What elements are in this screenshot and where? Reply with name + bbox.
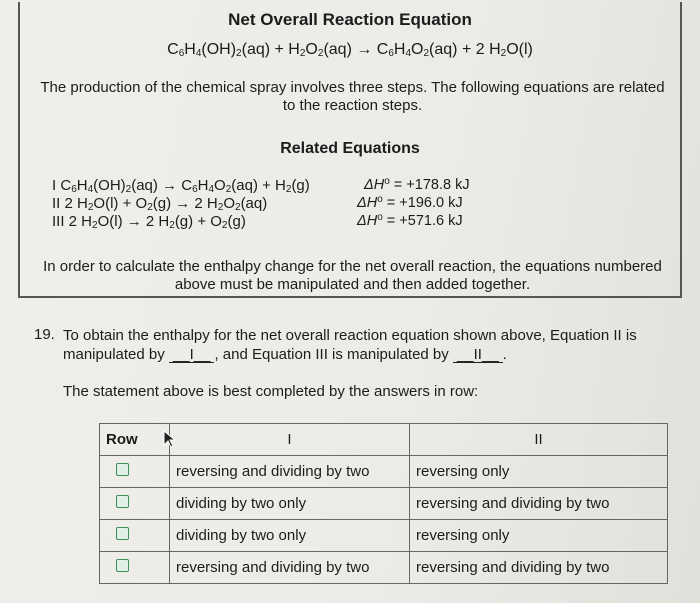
subscript: 6 [192, 184, 198, 195]
question-statement: The statement above is best completed by the answers in row: [63, 383, 479, 400]
table-row[interactable] [100, 488, 668, 520]
formula-text: O [223, 195, 235, 212]
net-equation: $C_6H_4(OH)_2(aq) + H_2O_2(aq) \to C_6H_4O_2(aq) + 2$ $H_2O(l)$ [167, 41, 533, 59]
answer-blank-1: __I__ [169, 347, 215, 363]
subscript: 2 [221, 220, 228, 231]
formula-text: O(l) + O [93, 195, 148, 212]
table-cell: dividing by two only [170, 488, 410, 520]
header-row: Row [100, 424, 170, 456]
subscript: 2 [235, 202, 241, 213]
instruction-paragraph: In order to calculate the enthalpy change for the net overall reaction, the equations numbered above must be manipulated and then added together. [43, 258, 662, 293]
formula-text: 2 H [64, 195, 88, 212]
formula-text: (OH) [93, 177, 126, 194]
formula-text: H [197, 177, 209, 194]
row-select-cell [100, 488, 170, 520]
table-cell: reversing and dividing by two [170, 552, 410, 584]
enthalpy-1: $\Delta H^o = +178.8$ kJ [364, 176, 470, 193]
formula-text: (g) [291, 177, 310, 194]
subscript: 4 [87, 184, 94, 195]
subscript: 2 [87, 202, 94, 213]
subscript: 2 [125, 184, 132, 195]
table-cell: reversing only [410, 520, 668, 552]
row-select-cell [100, 456, 170, 488]
formula-text: C [60, 177, 72, 194]
formula-text: (g) → 2 H [152, 195, 218, 212]
formula-text: (g) + O [174, 213, 222, 230]
formula-text: 2 H [68, 213, 93, 230]
intro-paragraph: The production of the chemical spray involves three steps. The following equations are related to the reaction steps. [40, 79, 665, 114]
row-select-cell [100, 552, 170, 584]
table-row[interactable] [100, 552, 668, 584]
enthalpy-3: $\Delta H^o = +571.6$ kJ [357, 212, 463, 229]
subscript: 2 [147, 202, 153, 213]
formula-text: (aq) + H [231, 177, 286, 194]
formula-text: H [76, 177, 88, 194]
formula-text: (g) [227, 213, 246, 230]
subscript: 6 [71, 184, 77, 195]
enthalpy-2: $\Delta H^o = +196.0$ kJ [357, 194, 463, 211]
page-title: Net Overall Reaction Equation [228, 10, 472, 29]
equation-3 [52, 213, 246, 230]
row-checkbox[interactable] [116, 527, 129, 540]
subscript: 2 [285, 184, 292, 195]
table-cell: reversing and dividing by two [410, 488, 668, 520]
table-cell: reversing only [410, 456, 668, 488]
subscript: 2 [169, 220, 175, 231]
table-row[interactable] [100, 456, 668, 488]
row-checkbox[interactable] [116, 559, 129, 572]
answer-blank-2: __II__ [453, 347, 503, 363]
mouse-cursor-icon [163, 430, 177, 448]
header-col-1: I [170, 424, 410, 456]
table-header-row [100, 424, 668, 456]
table-cell: reversing and dividing by two [170, 456, 410, 488]
question-number: 19. [34, 326, 55, 343]
row-select-cell [100, 520, 170, 552]
subscript: 2 [92, 220, 98, 231]
row-checkbox[interactable] [116, 495, 129, 508]
formula-text: O [214, 177, 226, 194]
row-checkbox[interactable] [116, 463, 129, 476]
equation-number: I [52, 177, 61, 194]
equation-number: II [52, 195, 65, 212]
subscript: 2 [225, 184, 232, 195]
question-text: To obtain the enthalpy for the net overall reaction equation shown above, Equation II is manipulated by __I__ , and Equation III is manipulated by __II__ . [63, 327, 637, 363]
equation-number: III [52, 213, 69, 230]
formula-text: (aq) → C [131, 177, 193, 194]
equation-1 [52, 177, 310, 194]
answer-table [99, 423, 668, 584]
formula-text: O(l) → 2 H [97, 213, 170, 230]
subscript: 4 [208, 184, 215, 195]
equation-2 [52, 195, 267, 212]
formula-text: (aq) [240, 195, 268, 212]
table-cell: dividing by two only [170, 520, 410, 552]
related-equations-heading: Related Equations [280, 140, 420, 157]
header-col-2: II [410, 424, 668, 456]
subscript: 2 [217, 202, 224, 213]
table-row[interactable] [100, 520, 668, 552]
table-cell: reversing and dividing by two [410, 552, 668, 584]
